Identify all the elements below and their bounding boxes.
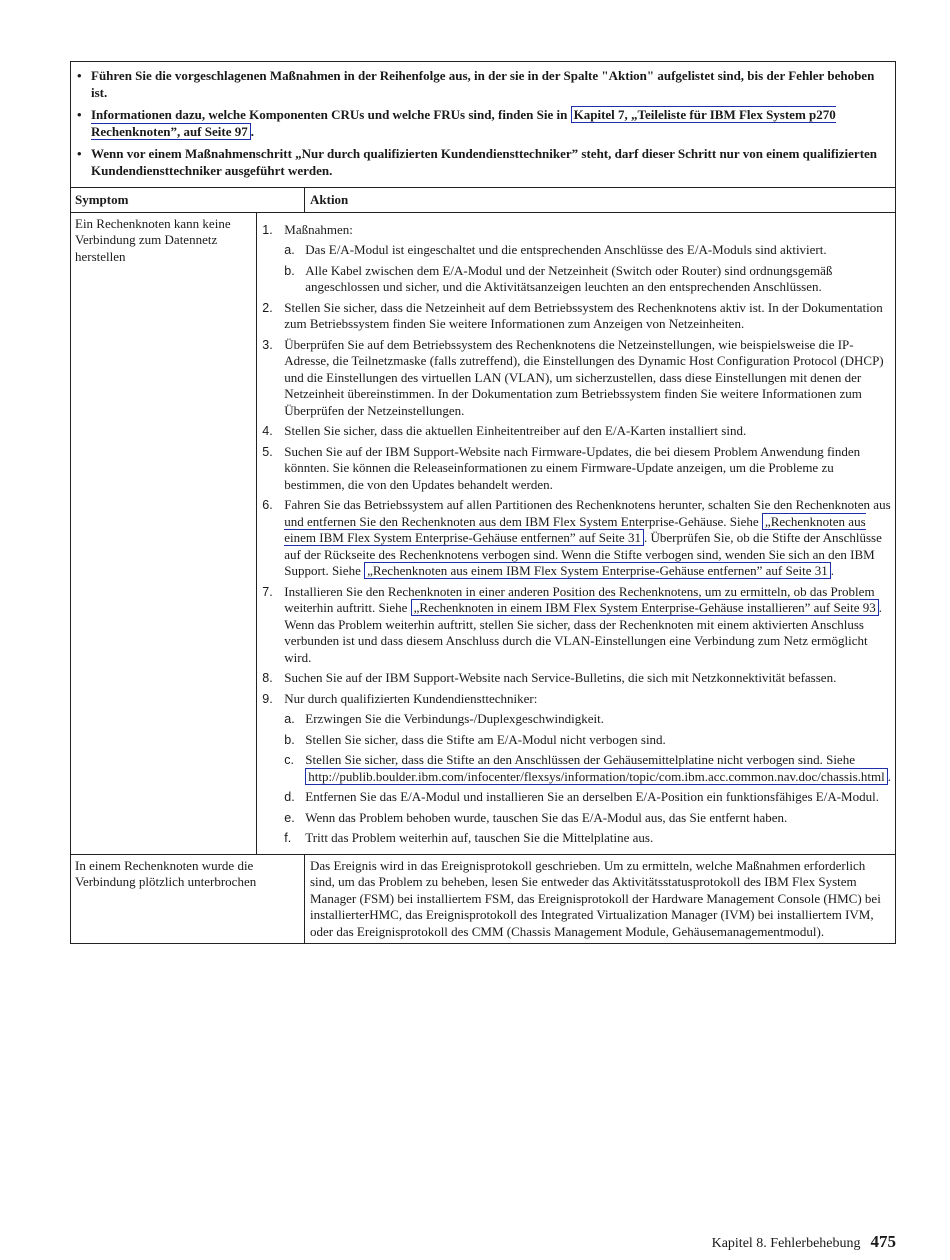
page-footer bbox=[712, 1232, 896, 1252]
step-text: Maßnahmen: bbox=[284, 221, 353, 237]
substep bbox=[284, 810, 891, 827]
intro-bullet bbox=[77, 145, 885, 179]
substep-text-end: . bbox=[887, 768, 891, 784]
step-7 bbox=[262, 584, 891, 667]
step-4 bbox=[262, 423, 891, 440]
intro-bullet-text-end: . bbox=[250, 124, 254, 139]
step-5 bbox=[262, 444, 891, 494]
substep bbox=[284, 242, 891, 259]
substeps bbox=[284, 242, 891, 296]
substep bbox=[284, 263, 891, 296]
substep-text: Tritt das Problem weiterhin auf, tauschen Sie die Mittelplatine aus. bbox=[305, 830, 654, 845]
step-9 bbox=[262, 691, 891, 847]
step-text: Stellen Sie sicher, dass die Netzeinheit auf dem Betriebssystem des Rechenknotens aktiv ist. In der Dokumentation zum Betriebssystem finden Sie weitere Informationen zum Anzeigen von Netzeinheiten. bbox=[284, 299, 883, 331]
action-cell bbox=[257, 213, 895, 854]
intro-bullet-text: Wenn vor einem Maßnahmenschritt „Nur durch qualifizierten Kundendiensttechniker” steht, darf dieser Schritt nur von einem qualifizierten Kundendiensttechniker ausgeführt werden. bbox=[91, 146, 878, 178]
step-number: 9. bbox=[262, 691, 273, 706]
step-2 bbox=[262, 300, 891, 333]
substep-letter: c. bbox=[284, 753, 295, 767]
substep-text: Alle Kabel zwischen dem E/A-Modul und der Netzeinheit (Switch oder Router) sind ordnungsgemäß angeschlossen und sicher, und die Aktivitätsanzeigen leuchten an den entsprechenden Anschlüssen. bbox=[305, 262, 833, 294]
substep-letter: e. bbox=[284, 810, 295, 825]
install-node-link[interactable]: „Rechenknoten in einem IBM Flex System Enterprise-Gehäuse installieren” auf Seite 93 bbox=[411, 599, 879, 616]
intro-bullet bbox=[77, 106, 885, 140]
step-text: . Wenn das Problem weiterhin auftritt, stellen Sie sicher, dass der Rechenknoten mit einem aktivierten Anschluss verbunden ist und dass diesem Anschluss durch die VLAN-Einstellungen eine Verbindung zum Netz ermöglicht wird. bbox=[284, 600, 882, 665]
step-number: 7. bbox=[262, 584, 273, 599]
remove-node-link[interactable]: „Rechenknoten aus einem IBM Flex System Enterprise-Gehäuse entfernen” auf Seite 31 bbox=[284, 513, 866, 545]
page-number: 475 bbox=[870, 1232, 896, 1251]
intro-bullet-text: Informationen dazu, welche Komponenten CRUs und welche FRUs sind, finden Sie in bbox=[91, 107, 571, 122]
step-text: . Überprüfen Sie, ob die Stifte der Anschlüsse auf der Rückseite des Rechenknotens verbogen sind. Wenn die Stifte verbogen sind, wenden Sie sich an den IBM Support. Siehe bbox=[284, 530, 882, 578]
substep bbox=[284, 752, 891, 785]
substep-text: Erzwingen Sie die Verbindungs-/Duplexgeschwindigkeit. bbox=[305, 711, 604, 726]
substep bbox=[284, 830, 891, 847]
step-number: 8. bbox=[262, 671, 273, 685]
symptom-cell: In einem Rechenknoten wurde die Verbindung plötzlich unterbrochen bbox=[71, 855, 305, 944]
step-text: Nur durch qualifizierten Kundendiensttechniker: bbox=[284, 690, 538, 706]
step-6 bbox=[262, 497, 891, 580]
action-steps bbox=[262, 222, 891, 847]
header-symptom: Symptom bbox=[71, 188, 305, 212]
step-3 bbox=[262, 337, 891, 420]
step-number: 4. bbox=[262, 424, 273, 438]
table-row bbox=[71, 212, 895, 854]
substeps bbox=[284, 711, 891, 847]
step-8 bbox=[262, 670, 891, 687]
step-text: Stellen Sie sicher, dass die aktuellen Einheitentreiber auf den E/A-Karten installiert sind. bbox=[284, 423, 747, 438]
substep-text: Entfernen Sie das E/A-Modul und installieren Sie an derselben E/A-Position ein funktionsfähiges E/A-Modul. bbox=[305, 789, 879, 804]
step-number: 3. bbox=[262, 337, 273, 352]
intro-bullet-text: Führen Sie die vorgeschlagenen Maßnahmen in der Reihenfolge aus, in der sie in der Spalte "Aktion" aufgelistet sind, bis der Fehler behoben ist. bbox=[91, 68, 875, 100]
substep bbox=[284, 732, 891, 749]
substep-letter: d. bbox=[284, 790, 295, 804]
substep-letter: f. bbox=[284, 831, 292, 845]
substep-letter: a. bbox=[284, 243, 295, 257]
step-number: 2. bbox=[262, 300, 273, 315]
substep-letter: b. bbox=[284, 263, 295, 278]
step-text: Überprüfen Sie auf dem Betriebssystem des Rechenknotens die Netzeinstellungen, wie beispielsweise die IP-Adresse, die Teilnetzmaske (falls zutreffend), die Einstellungen des Dynamic Host Configuration Protocol (DHCP) und die Einstellungen des virtuellen LAN (VLAN), um sicherzustellen, dass diese Einstellungen mit denen der Netzeinheit übereinstimmen. In der Dokumentation zum Betriebssystem finden Sie weitere Informationen zum Überprüfen der Netzeinstellungen. bbox=[284, 336, 884, 418]
step-text: Suchen Sie auf der IBM Support-Website nach Service-Bulletins, die sich mit Netzkonnektivität befassen. bbox=[284, 670, 837, 685]
intro-notes bbox=[71, 62, 895, 187]
substep-letter: b. bbox=[284, 732, 295, 747]
step-number: 6. bbox=[262, 498, 273, 512]
step-1 bbox=[262, 222, 891, 296]
substep-letter: a. bbox=[284, 712, 295, 726]
chapter-title: Kapitel 8. Fehlerbehebung bbox=[711, 1236, 861, 1251]
step-text: Fahren Sie das Betriebssystem auf allen Partitionen des Rechenknotens herunter, schalten Sie den Rechenknoten aus und entfernen Sie den Rechenknoten aus dem IBM Flex System Enterprise-Gehäuse. Siehe bbox=[284, 497, 891, 529]
content-frame bbox=[70, 61, 896, 944]
substep-text: Wenn das Problem behoben wurde, tauschen Sie das E/A-Modul aus, das Sie entfernt haben. bbox=[305, 809, 788, 825]
action-cell: Das Ereignis wird in das Ereignisprotokoll geschrieben. Um zu ermitteln, welche Maßnahmen erforderlich sind, um das Problem zu beheben, lesen Sie entweder das Aktivitätsstatusprotokoll des IBM Flex System Manager (FSM) bei installiertem FSM, das Ereignisprotokoll der Hardware Management Console (HMC) bei installierterHMC, das Ereignisprotokoll des Integrated Virtualization Manager (IVM) bei installiertem IVM, oder das Ereignisprotokoll des CMM (Chassis Management Module, Gehäusemanagementmodul). bbox=[310, 857, 881, 939]
chapter-7-link[interactable]: Kapitel 7, „Teileliste für IBM Flex System p270 Rechenknoten”, auf Seite 97 bbox=[91, 107, 836, 139]
header-action: Aktion bbox=[310, 192, 349, 207]
symptom-cell: Ein Rechenknoten kann keine Verbindung zum Datennetz herstellen bbox=[71, 213, 257, 854]
step-number: 1. bbox=[262, 222, 273, 237]
substep-text: Stellen Sie sicher, dass die Stifte am E/A-Modul nicht verbogen sind. bbox=[305, 731, 666, 747]
table-row bbox=[71, 854, 895, 944]
step-text: Installieren Sie den Rechenknoten in einer anderen Position des Rechenknotens, um zu ermitteln, ob das Problem weiterhin auftritt. Siehe bbox=[284, 583, 875, 615]
intro-bullet bbox=[77, 67, 885, 101]
remove-node-link[interactable]: „Rechenknoten aus einem IBM Flex System Enterprise-Gehäuse entfernen” auf Seite 31 bbox=[364, 562, 831, 579]
chassis-doc-url-link[interactable]: http://publib.boulder.ibm.com/infocenter/flexsys/information/topic/com.ibm.acc.common.nav.doc/chassis.html bbox=[305, 768, 887, 785]
table-header-row bbox=[71, 187, 895, 212]
substep bbox=[284, 789, 891, 806]
step-text: Suchen Sie auf der IBM Support-Website nach Firmware-Updates, die bei diesem Problem Anwendung finden könnten. Sie können die Releaseinformationen zu einem Firmware-Update anzeigen, um die Probleme zu bestimmen, die von den Updates behandelt werden. bbox=[284, 443, 861, 492]
step-number: 5. bbox=[262, 444, 273, 459]
substep bbox=[284, 711, 891, 728]
step-text-end: . bbox=[830, 563, 834, 578]
substep-text: Das E/A-Modul ist eingeschaltet und die entsprechenden Anschlüsse des E/A-Moduls sind aktiviert. bbox=[305, 242, 827, 257]
substep-text: Stellen Sie sicher, dass die Stifte an den Anschlüssen der Gehäusemittelplatine nicht verbogen sind. Siehe bbox=[305, 752, 855, 767]
